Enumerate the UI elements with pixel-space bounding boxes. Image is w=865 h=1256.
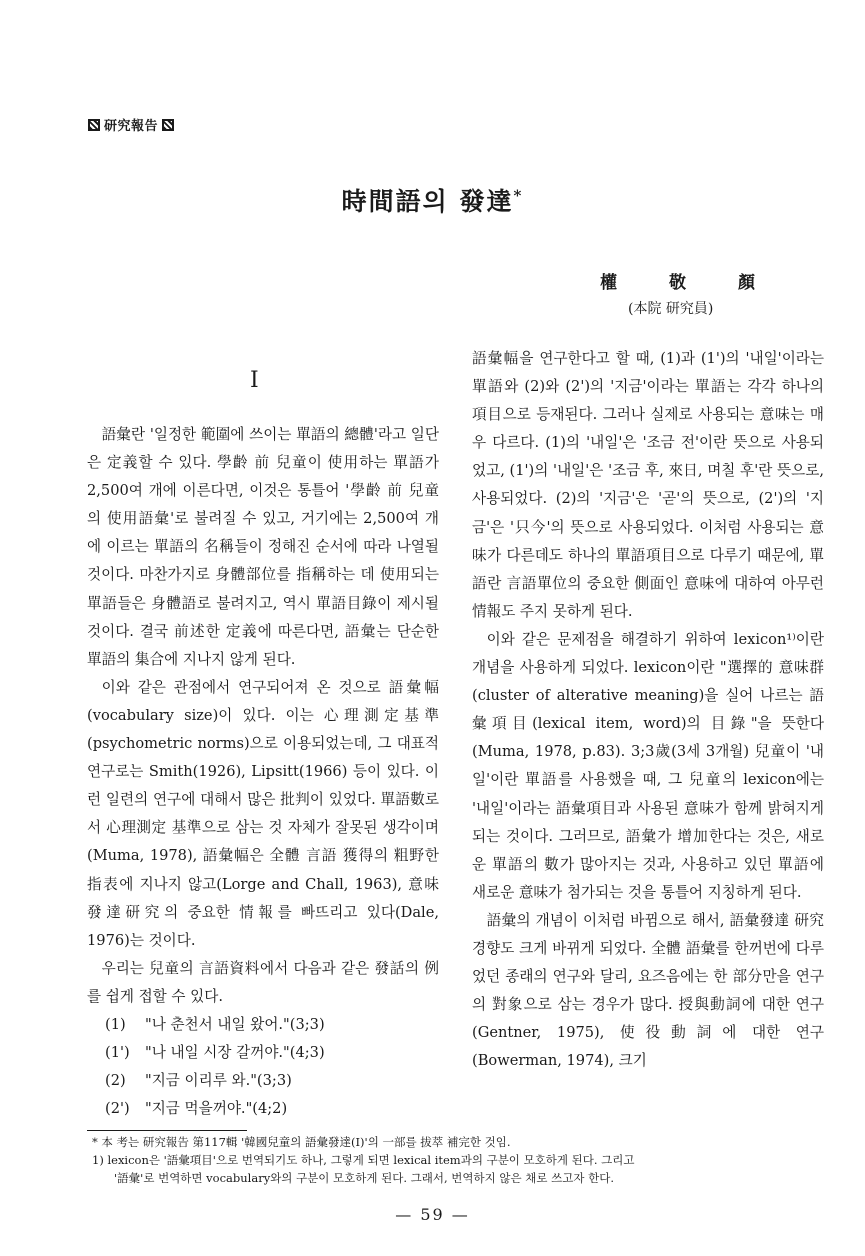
- section-tag: [88, 115, 174, 134]
- example-text: "지금 이리루 와."(3;3): [145, 1072, 292, 1090]
- example-number: (1'): [105, 1044, 130, 1062]
- author-name: [600, 268, 755, 293]
- footnote-1-continued: '語彙'로 번역하면 vocabulary와의 구분이 모호하게 된다. 그래서, 번역하지 않은 채로 쓰고자 한다.: [114, 1171, 614, 1185]
- author-char: 敬: [669, 273, 686, 293]
- footnote-star: * 本 考는 研究報告 第117輯 '韓國兒童의 語彙發達(I)'의 一部를 拔萃 補完한 것임.: [92, 1135, 511, 1149]
- section-numeral: I: [250, 368, 259, 393]
- footnote-1: 1) lexicon은 '語彙項目'으로 번역되기도 하나, 그렇게 되면 lexical item과의 구분이 모호하게 된다. 그리고: [92, 1153, 635, 1167]
- paragraph: 語彙幅을 연구한다고 할 때, (1)과 (1')의 '내일'이라는 單語와 (2)와 (2')의 '지금'이라는 單語는 각각 하나의 項目으로 등재된다. 그러나 실제로 사용되는 意味는 매우 다르다. (1)의 '내일'은 '조금 전'이란 뜻으로 사용되었고, (1')의 '내일'은 '조금 후, 來日, 며칠 후'란 뜻으로, 사용되었다. (2)의 '지금'은 '곧'의 뜻으로, (2')의 '지금'은 '只今'의 뜻으로 사용되었다. 이처럼 사용되는 意味가 다른데도 하나의 單語項目으로 다루기 때문에, 單語란 言語單位의 중요한 側面인 意味에 대하여 아무런 情報도 주지 못하게 된다.: [472, 350, 824, 620]
- example-line: [87, 1011, 439, 1039]
- right-column: [472, 345, 824, 1075]
- example-text: "나 내일 시장 갈꺼야."(4;3): [145, 1044, 325, 1062]
- example-number: (1): [105, 1015, 126, 1033]
- example-line: [87, 1095, 439, 1123]
- example-number: (2'): [105, 1100, 130, 1118]
- paragraph: 語彙의 개념이 이처럼 바뀜으로 해서, 語彙發達 研究 경향도 크게 바뀌게 되었다. 全體 語彙를 한꺼번에 다루었던 종래의 연구와 달리, 요즈음에는 한 部分만을 연구의 對象으로 삼는 경우가 많다. 授與動詞에 대한 연구(Gentner, 1975), 使役動詞에 대한 연구(Bowerman, 1974), 크기: [472, 911, 824, 1070]
- example-number: (2): [105, 1072, 126, 1090]
- left-column: [87, 421, 439, 1123]
- example-text: "나 춘천서 내일 왔어."(3;3): [145, 1015, 325, 1033]
- paragraph: 이와 같은 관점에서 연구되어져 온 것으로 語彙幅 (vocabulary size)이 있다. 이는 心理測定基準(psychometric norms)으로 이용되었는데, 그 대표적 연구로는 Smith(1926), Lipsitt(1966) 등이 있다. 이런 일련의 연구에 대해서 많은 批判이 있었다. 單語數로서 心理測定 基準으로 삼는 것 자체가 잘못된 생각이며(Muma, 1978), 語彙幅은 全體 言語 獲得의 粗野한 指表에 지나지 않고(Lorge and Chall, 1963), 意味發達研究의 중요한 情報를 빠뜨리고 있다(Dale, 1976)는 것이다.: [87, 678, 439, 949]
- author-char: 顏: [738, 273, 755, 293]
- footnote-divider: [87, 1130, 247, 1131]
- author-affiliation: (本院 研究員): [628, 301, 714, 317]
- paragraph: 이와 같은 문제점을 해결하기 위하여 lexicon¹⁾이란 개념을 사용하게 되었다. lexicon이란 "選擇的 意味群(cluster of alterative meaning)을 실어 나르는 語彙項目(lexical item, word)의 目錄"을 뜻한다(Muma, 1978, p.83). 3;3歲(3세 3개월) 兒童이 '내일'이란 單語를 사용했을 때, 그 兒童의 lexicon에는 '내일'이라는 語彙項目과 사용된 意味가 함께 밝혀지게 되는 것이다. 그러므로, 語彙가 增加한다는 것은, 새로운 單語의 數가 많아지는 것과, 사용하고 있던 單語에 새로운 意味가 첨가되는 것을 통틀어 지칭하게 된다.: [472, 630, 824, 901]
- tag-box-icon: [162, 119, 174, 131]
- page-number: — 59 —: [395, 1205, 470, 1224]
- tag-box-icon: [88, 119, 100, 131]
- article-title: [0, 182, 865, 218]
- author-char: 權: [600, 273, 617, 293]
- example-line: [87, 1039, 439, 1067]
- title-footnote-mark: *: [513, 186, 524, 205]
- section-tag-label: 研究報告: [104, 119, 159, 134]
- title-text: 時間語의 發達: [341, 187, 514, 216]
- example-text: "지금 먹을꺼야."(4;2): [145, 1100, 288, 1118]
- paragraph: 우리는 兒童의 言語資料에서 다음과 같은 發話의 例를 쉽게 접할 수 있다.: [87, 959, 439, 1005]
- example-line: [87, 1067, 439, 1095]
- paragraph: 語彙란 '일정한 範圍에 쓰이는 單語의 總體'라고 일단은 定義할 수 있다. 學齡 前 兒童이 使用하는 單語가 2,500여 개에 이른다면, 이것은 통틀어 '學齡 前 兒童의 使用語彙'로 불려질 수 있고, 거기에는 2,500여 개에 이르는 單語의 名稱들이 정해진 순서에 따라 나열될 것이다. 마찬가지로 身體部位를 指稱하는 데 使用되는 單語들은 身體語로 불려지고, 역시 單語目錄이 제시될 것이다. 결국 前述한 定義에 따른다면, 語彙는 단순한 單語의 集合에 지나지 않게 된다.: [87, 426, 439, 668]
